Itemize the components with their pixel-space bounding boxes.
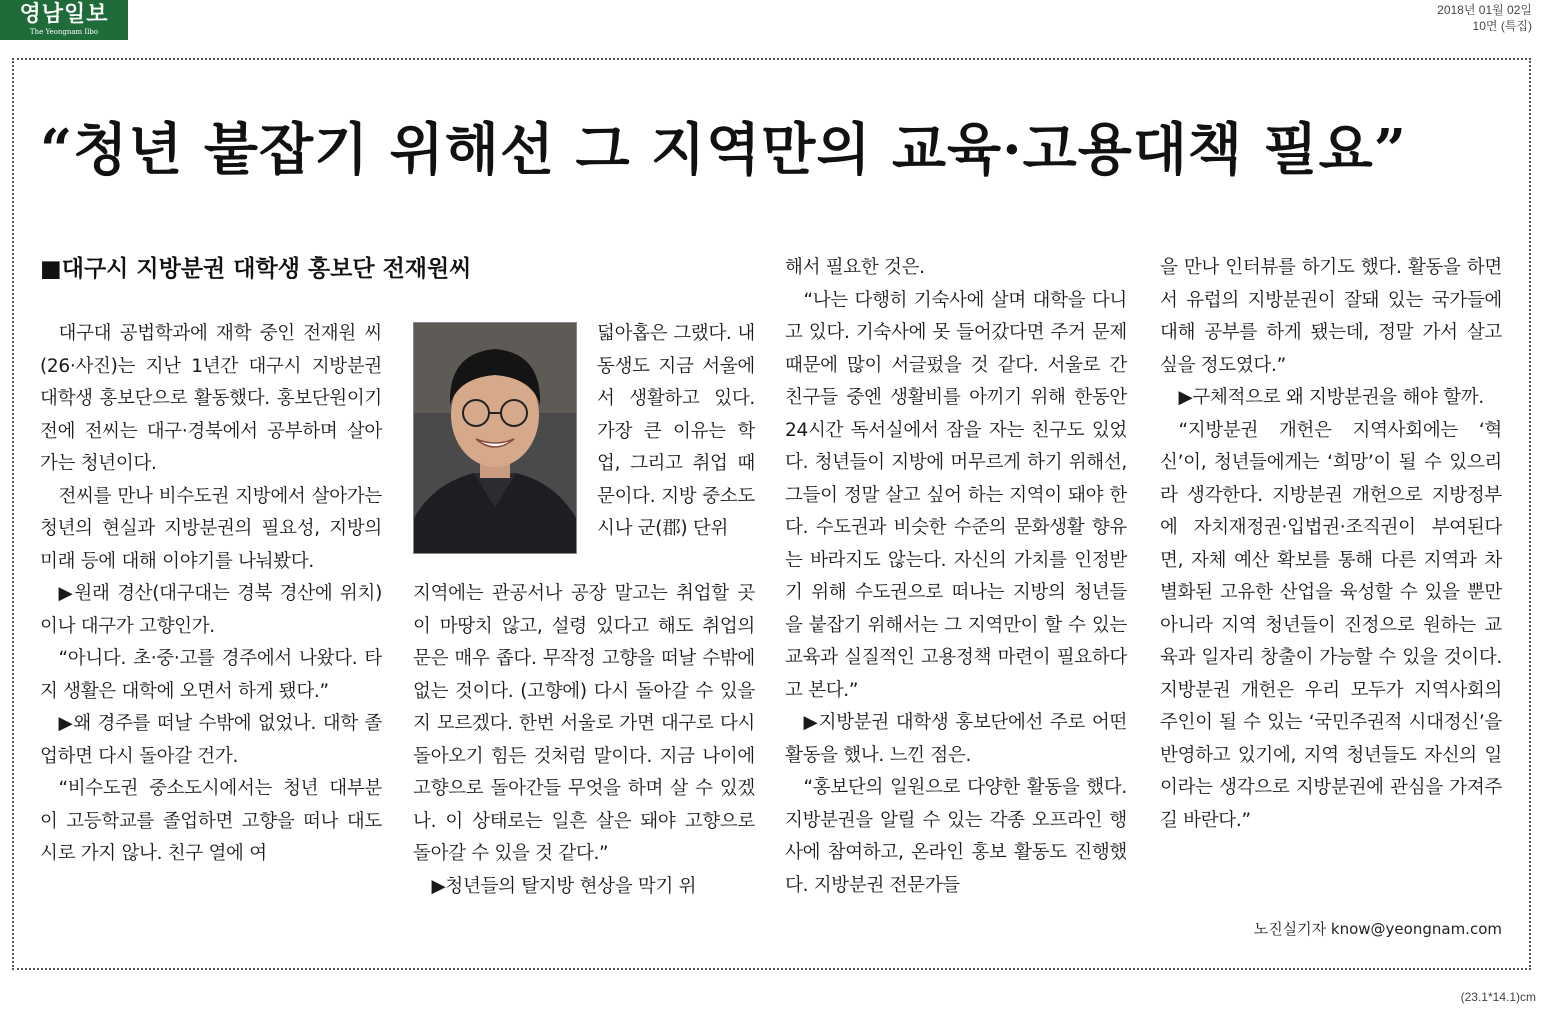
answer: “나는 다행히 기숙사에 살며 대학을 다니고 있다. 기숙사에 못 들어갔다면 주거 문제 때문에 많이 서글펐을 것 같다. 서울로 간 친구들 중엔 생활비를 아끼기 위해 한동안 24시간 독서실에서 잠을 자는 친구도 있었다. 청년들이 지방에 머무르게 하기 위해선, 그들이 정말 살고 싶어 하는 지역이 돼야 한다. 수도권과 비슷한 수준의 문화생활 향유는 바라지도 않는다. 자신의 가치를 인정받기 위해 수도권으로 떠나는 지방의 청년들을 붙잡기 위해서는 그 지역만이 할 수 있는 교육과 실질적인 고용정책 마련이 필요하다고 본다.”	[785, 289, 1127, 701]
question: ▶청년들의 탈지방 현상을 막기 위	[431, 875, 697, 897]
subheadline: ■대구시 지방분권 대학생 홍보단 전재원씨	[40, 256, 472, 282]
byline: 노진실기자 know@yeongnam.com	[1253, 920, 1502, 938]
column-2-top	[597, 318, 755, 546]
answer: “지방분권 개헌은 지역사회에는 ‘혁신’이, 청년들에게는 ‘희망’이 될 수 있으리라 생각한다. 지방분권 개헌으로 지방정부에 자치재정권·입법권·조직권이 부여된다면, 자체 예산 확보를 통해 다른 지역과 차별화된 고유한 산업을 육성할 수 있을 뿐만 아니라 지역 청년들이 진정으로 원하는 교육과 일자리 창출이 가능할 수 있을 것이다. 지방분권 개헌은 우리 모두가 지역사회의 주인이 될 수 있는 ‘국민주권적 시대정신’을 반영하고 있기에, 지역 청년들도 자신의 일이라는 생각으로 지방분권에 관심을 가져주길 바란다.”	[1160, 419, 1502, 831]
publication-date: 2018년 01월 02일	[1437, 3, 1532, 17]
dateline	[1437, 2, 1532, 34]
newspaper-logo	[0, 0, 128, 40]
paragraph: 전씨를 만나 비수도권 지방에서 살아가는 청년의 현실과 지방분권의 필요성, 지방의 미래 등에 대해 이야기를 나눠봤다.	[40, 485, 382, 572]
portrait-image	[414, 323, 576, 553]
question: ▶원래 경산(대구대는 경북 경산에 위치)이나 대구가 고향인가.	[40, 583, 382, 637]
question: ▶왜 경주를 떠날 수밖에 없었나. 대학 졸업하면 다시 돌아갈 건가.	[40, 713, 382, 767]
interviewee-photo	[413, 322, 577, 554]
logo-name: 영남일보	[19, 2, 109, 27]
answer: “비수도권 중소도시에서는 청년 대부분이 고등학교를 졸업하면 고향을 떠나 대도시로 가지 않나. 친구 열에 여	[40, 778, 382, 864]
question: ▶구체적으로 왜 지방분권을 해야 할까.	[1178, 387, 1484, 408]
paragraph: 을 만나 인터뷰를 하기도 했다. 활동을 하면서 유럽의 지방분권이 잘돼 있는 국가들에 대해 공부를 하게 됐는데, 정말 가서 살고 싶을 정도였다.”	[1160, 257, 1502, 376]
page-section: 10면 (특집)	[1472, 19, 1532, 33]
answer: “아니다. 초·중·고를 경주에서 나왔다. 타지 생활은 대학에 오면서 하게 됐다.”	[40, 648, 382, 702]
logo-subtitle: The Yeongnam Ilbo	[29, 28, 99, 36]
column-2-bottom	[413, 578, 755, 903]
paragraph: 덟아홉은 그랬다. 내 동생도 지금 서울에서 생활하고 있다. 가장 큰 이유는 학업, 그리고 취업 때문이다. 지방 중소도시나 군(郡) 단위	[597, 323, 755, 539]
question: ▶지방분권 대학생 홍보단에선 주로 어떤 활동을 했나. 느낀 점은.	[785, 712, 1127, 766]
column-3	[785, 252, 1127, 902]
paragraph: 대구대 공법학과에 재학 중인 전재원 씨(26·사진)는 지난 1년간 대구시 지방분권 대학생 홍보단으로 활동했다. 홍보단원이기 전에 전씨는 대구·경북에서 공부하며 살아가는 청년이다.	[40, 323, 382, 474]
clipping-size-note: (23.1*14.1)cm	[1460, 990, 1536, 1004]
headline: “청년 붙잡기 위해선 그 지역만의 교육·고용대책 필요”	[40, 117, 1407, 183]
answer: “홍보단의 일원으로 다양한 활동을 했다. 지방분권을 알릴 수 있는 각종 오프라인 행사에 참여하고, 온라인 홍보 활동도 진행했다. 지방분권 전문가들	[785, 777, 1127, 896]
column-4	[1160, 252, 1502, 837]
column-1	[40, 318, 382, 871]
paragraph: 지역에는 관공서나 공장 말고는 취업할 곳이 마땅치 않고, 설령 있다고 해도 취업의 문은 매우 좁다. 무작정 고향을 떠날 수밖에 없는 것이다. (고향에) 다시 돌아갈 수 있을지 모르겠다. 한번 서울로 가면 대구로 다시 돌아오기 힘든 것처럼 말이다. 지금 나이에 고향으로 돌아간들 무엇을 하며 살 수 있겠나. 이 상태로는 일흔 살은 돼야 고향으로 돌아갈 수 있을 것 같다.”	[413, 583, 755, 864]
paragraph: 해서 필요한 것은.	[785, 257, 925, 278]
